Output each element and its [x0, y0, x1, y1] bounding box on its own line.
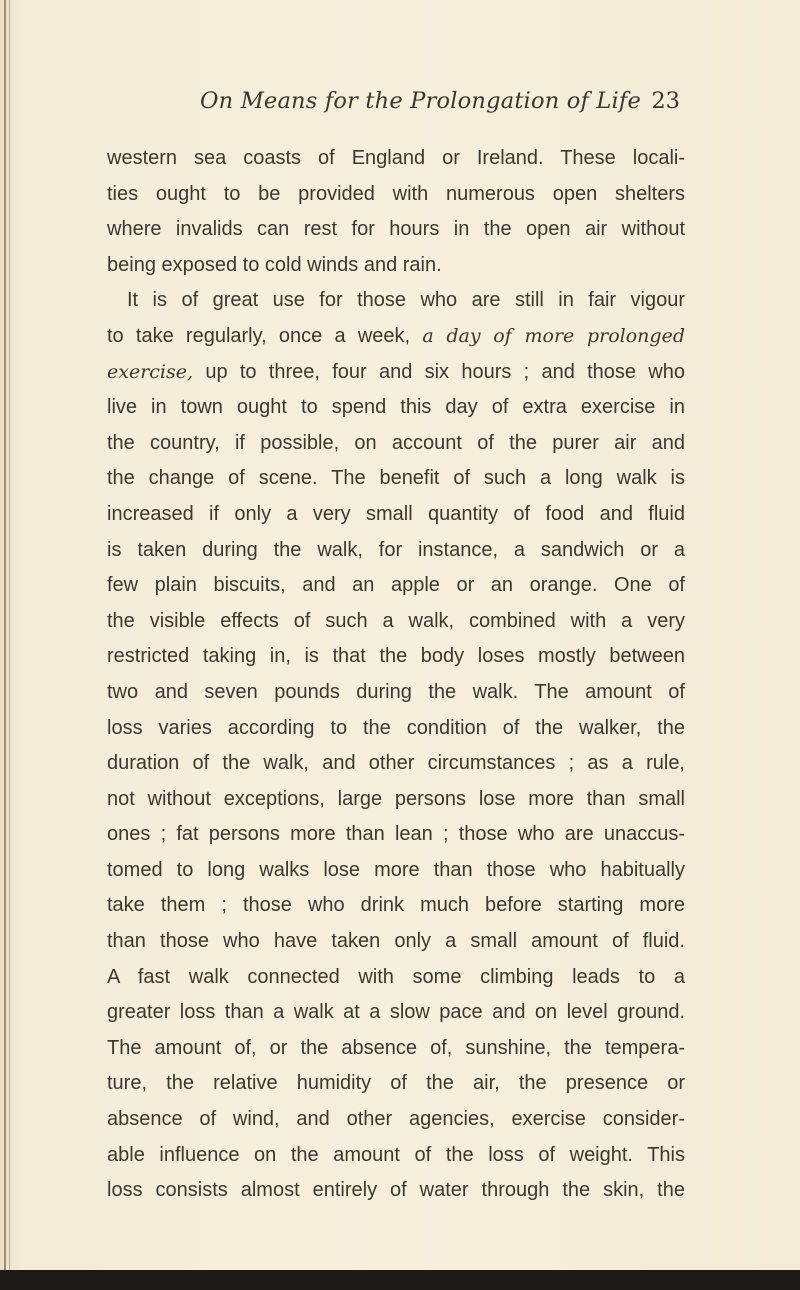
text-line: the change of scene. The benefit of such a long walk is [107, 467, 685, 490]
page-gutter-shadow [9, 0, 10, 1270]
text-line: than those who have taken only a small amount of fluid. [107, 930, 685, 953]
text-line: It is of great use for those who are still in fair vigour [127, 289, 685, 312]
text-line: not without exceptions, large persons lose more than small [107, 787, 685, 810]
page-number: 23 [651, 88, 680, 114]
text-line: take them ; those who drink much before starting more [107, 894, 685, 917]
text-line: where invalids can rest for hours in the open air without [107, 218, 685, 241]
text-line: the visible effects of such a walk, combined with a very [107, 609, 685, 632]
text-line: western sea coasts of England or Ireland. These locali- [107, 147, 685, 169]
text-line: duration of the walk, and other circumstances ; as a rule, [107, 752, 685, 775]
text-line: tomed to long walks lose more than those who habitually [107, 858, 685, 881]
text-line: is taken during the walk, for instance, a sandwich or a [107, 538, 685, 561]
text-line: absence of wind, and other agencies, exercise consider- [107, 1108, 685, 1131]
page-bottom-edge [0, 1270, 800, 1290]
text-line: ture, the relative humidity of the air, the presence or [107, 1072, 685, 1095]
emphasis-text: a day of more prolonged [422, 324, 685, 347]
text-line: The amount of, or the absence of, sunshine, the tempera- [107, 1036, 685, 1059]
text-line: A fast walk connected with some climbing leads to a [107, 965, 685, 988]
text-run: up to three, four and six hours ; and those who [193, 360, 685, 383]
text-line: live in town ought to spend this day of extra exercise in [107, 396, 685, 419]
text-line: greater loss than a walk at a slow pace and on level ground. [107, 1001, 685, 1024]
text-line: restricted taking in, is that the body loses mostly between [107, 645, 685, 668]
text-run: to take regularly, once a week, [107, 324, 423, 347]
text-line: the country, if possible, on account of the purer air and [107, 431, 685, 454]
page-gutter-edge [4, 0, 6, 1270]
body-text [107, 141, 685, 1209]
text-line: loss consists almost entirely of water through the skin, the [107, 1179, 685, 1202]
text-line: ones ; fat persons more than lean ; those who are unaccus- [107, 823, 685, 846]
text-line [107, 319, 685, 355]
text-line: loss varies according to the condition of the walker, the [107, 716, 685, 739]
running-head: On Means for the Prolongation of Life [200, 88, 641, 114]
page-header [200, 88, 680, 124]
text-line: able influence on the amount of the loss of weight. This [107, 1143, 685, 1166]
emphasis-text: exercise, [107, 360, 194, 383]
text-line: two and seven pounds during the walk. The amount of [107, 680, 685, 703]
text-line: increased if only a very small quantity of food and fluid [107, 502, 685, 525]
text-line: being exposed to cold winds and rain. [107, 253, 442, 276]
text-line [107, 355, 685, 391]
text-line: ties ought to be provided with numerous open shelters [107, 182, 685, 205]
text-line: few plain biscuits, and an apple or an orange. One of [107, 574, 685, 597]
